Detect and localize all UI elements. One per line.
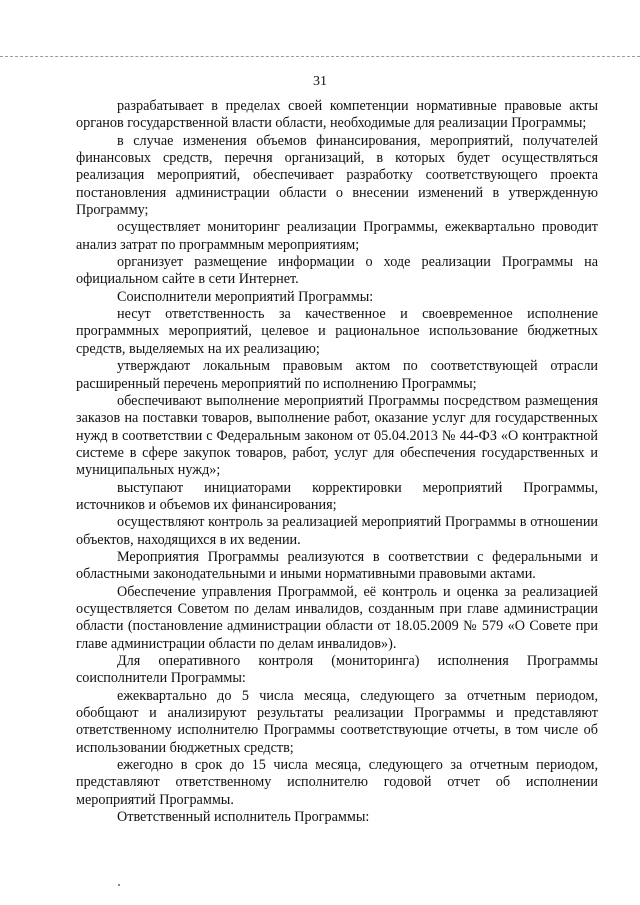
paragraph-5: Соисполнители мероприятий Программы: <box>117 288 374 305</box>
paragraph-14: ежеквартально до 5 числа месяца, следующего за отчетным периодом, обобщают и анализируют результаты реализации Программы и представляют ответственному исполнителю Программы соответствующие отчеты, в том числе об использовании бюджетных средств; <box>76 687 598 756</box>
paragraph-11: Мероприятия Программы реализуются в соответствии с федеральными и областными законодательными и иными нормативными правовыми актами. <box>76 548 598 583</box>
paragraph-10: осуществляют контроль за реализацией мероприятий Программы в отношении объектов, находящихся в их ведении. <box>76 514 598 548</box>
paragraph-8: обеспечивают выполнение мероприятий Программы посредством размещения заказов на поставки товаров, выполнение работ, оказание услуг для государственных нужд в соответствии с Федеральным законом от 05.04.2013 № 44-ФЗ «О контрактной системе в сфере закупок товаров, работ, услуг для обеспечения государственных и муниципальных нужд»; <box>76 392 598 479</box>
paragraph-15: ежегодно в срок до 15 числа месяца, следующего за отчетным периодом, представляют ответственному исполнителю годовой отчет об исполнении мероприятий Программы. <box>76 757 598 808</box>
paragraph-12: Обеспечение управления Программой, её контроль и оценка за реализацией осуществляется Советом по делам инвалидов, созданным при главе администрации области (постановление администрации области от 18.05.2009 № 579 «О Совете при главе администрации области по делам инвалидов»). <box>76 583 598 652</box>
paragraph-6: несут ответственность за качественное и своевременное исполнение программных мероприятий, целевое и рациональное использование бюджетных средств, выделяемых на их реализацию; <box>76 306 598 357</box>
paragraph-3: осуществляет мониторинг реализации Программы, ежеквартально проводит анализ затрат по программным мероприятиям; <box>76 219 598 253</box>
document-body <box>76 98 598 826</box>
scan-speck <box>118 884 120 886</box>
page-number: 31 <box>313 74 327 89</box>
paragraph-16: Ответственный исполнитель Программы: <box>117 809 370 826</box>
top-divider <box>0 56 640 57</box>
paragraph-1: разрабатывает в пределах своей компетенции нормативные правовые акты органов государственной власти области, необходимые для реализации Программы; <box>76 98 598 132</box>
paragraph-4: организует размещение информации о ходе реализации Программы на официальном сайте в сети Интернет. <box>76 254 598 288</box>
paragraph-2: в случае изменения объемов финансирования, мероприятий, получателей финансовых средств, перечня организаций, в которых будет осуществляться реализация мероприятий, обеспечивает разработку соответствующего проекта постановления администрации области о внесении изменений в утвержденную Программу; <box>76 132 598 219</box>
paragraph-13: Для оперативного контроля (мониторинга) исполнения Программы соисполнители Программы: <box>76 653 598 687</box>
paragraph-9: выступают инициаторами корректировки мероприятий Программы, источников и объемов их финансирования; <box>76 479 598 513</box>
paragraph-7: утверждают локальным правовым актом по соответствующей отрасли расширенный перечень мероприятий по исполнению Программы; <box>76 358 598 392</box>
